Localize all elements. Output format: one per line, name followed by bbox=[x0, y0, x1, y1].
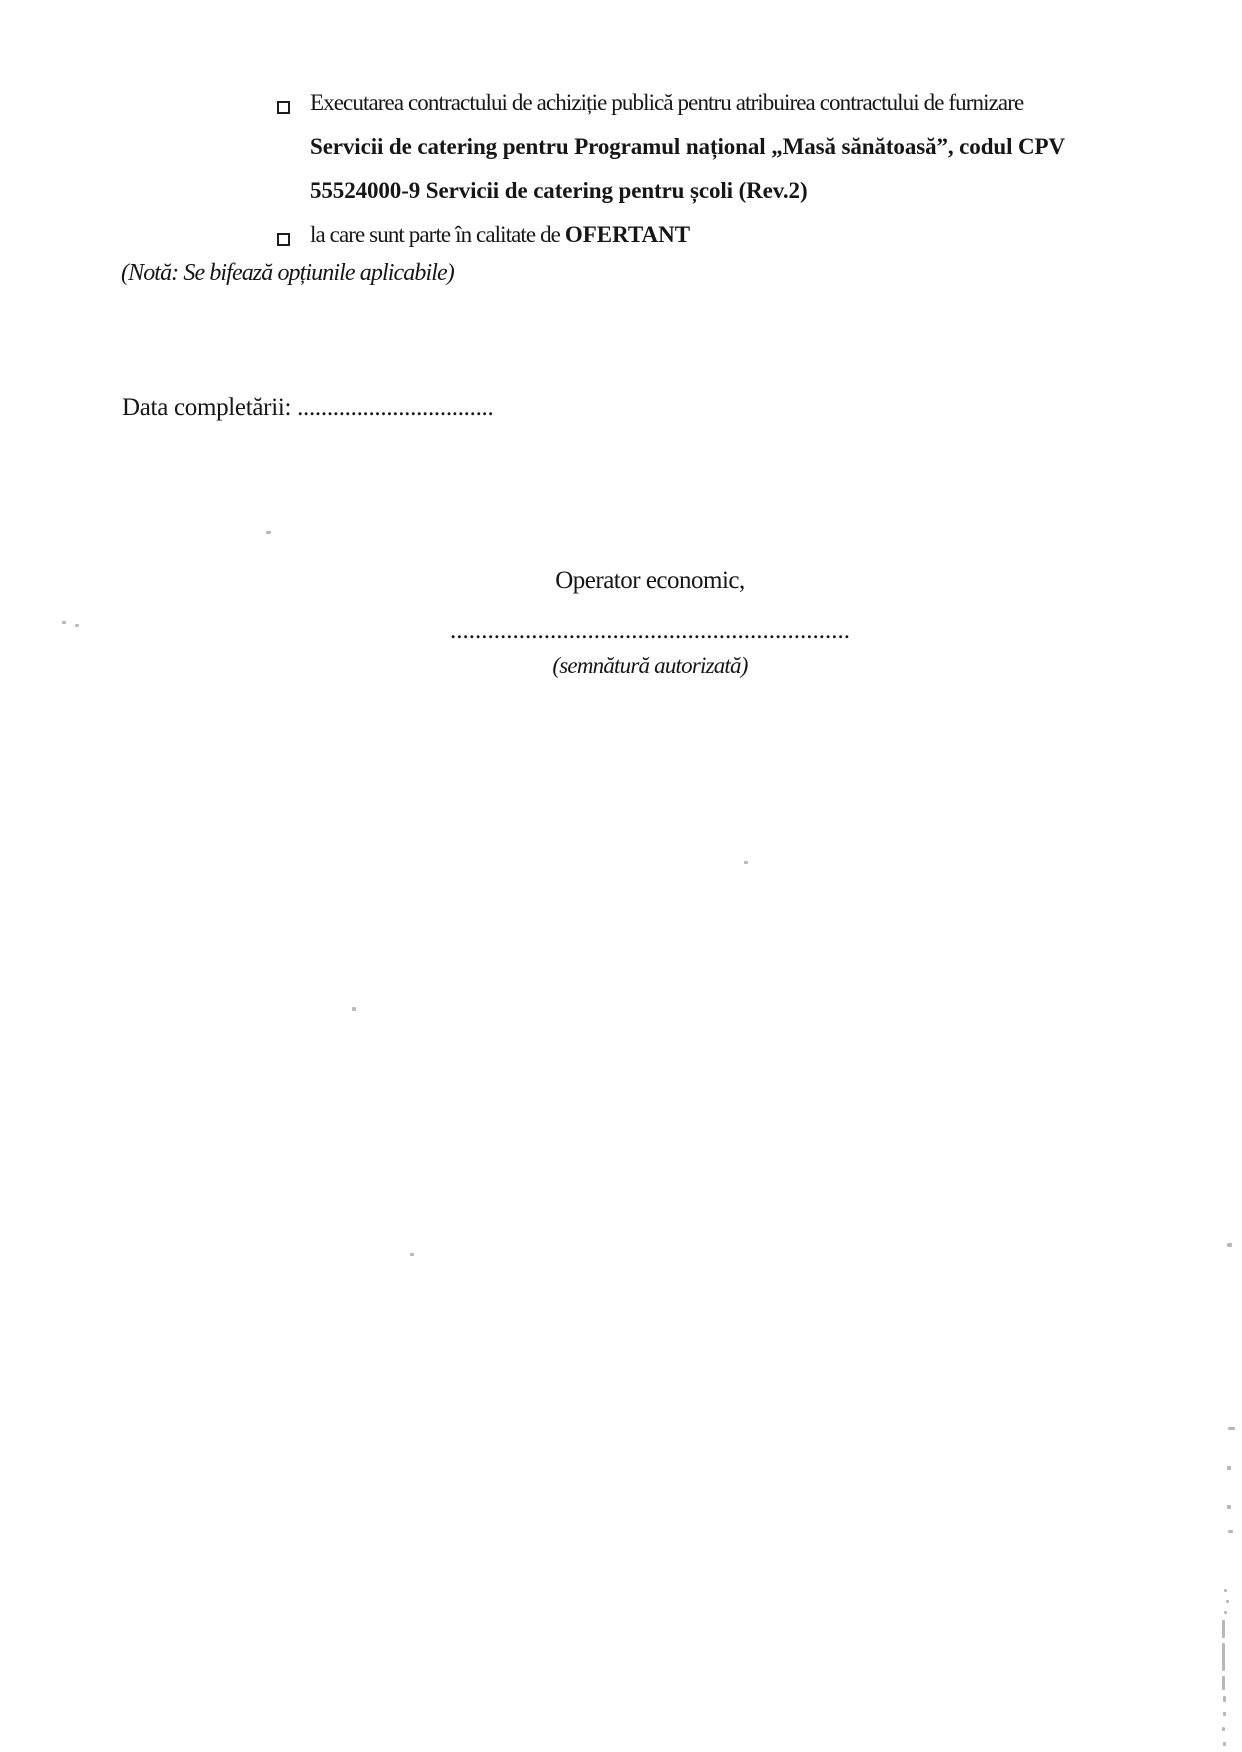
signature-title: Operator economic, bbox=[555, 567, 745, 594]
date-completion-line: Data completării: ................................. bbox=[122, 394, 494, 421]
scan-speckle bbox=[75, 624, 79, 627]
scan-speckle bbox=[62, 621, 66, 624]
scan-speckle bbox=[1224, 1611, 1227, 1614]
scan-speckle bbox=[1222, 1643, 1225, 1671]
bullet2-line bbox=[310, 222, 690, 248]
scan-speckle bbox=[1228, 1427, 1235, 1430]
scan-speckle bbox=[1224, 1589, 1227, 1592]
bullet1-line2: Servicii de catering pentru Programul național „Masă sănătoasă”, codul CPV bbox=[310, 134, 1065, 159]
scan-speckle bbox=[1228, 1530, 1233, 1533]
signature-dotted-line: ................................................................ bbox=[450, 617, 850, 644]
scan-speckle bbox=[1227, 1243, 1232, 1247]
scan-speckle bbox=[1222, 1727, 1225, 1731]
scan-speckle bbox=[1227, 1505, 1231, 1509]
note-text: (Notă: Se bifează opțiunile aplicabile) bbox=[121, 260, 454, 286]
scan-speckle bbox=[266, 531, 271, 534]
scan-speckle bbox=[1222, 1676, 1225, 1690]
signature-caption: (semnătură autorizată) bbox=[552, 653, 748, 678]
checkbox-icon bbox=[277, 233, 290, 246]
bullet1-line1: Executarea contractului de achiziție publică pentru atribuirea contractului de furnizare bbox=[310, 90, 1024, 115]
role-label: OFERTANT bbox=[564, 222, 691, 247]
scan-speckle bbox=[1222, 1620, 1225, 1638]
checkbox-icon bbox=[277, 101, 290, 114]
bullet1-line3: 55524000-9 Servicii de catering pentru școli (Rev.2) bbox=[310, 178, 808, 203]
scan-speckle bbox=[410, 1253, 414, 1256]
scan-speckle bbox=[1223, 1742, 1226, 1746]
scan-speckle bbox=[1227, 1466, 1231, 1470]
scan-speckle bbox=[1223, 1712, 1226, 1716]
scan-speckle bbox=[1223, 1696, 1226, 1702]
bullet2-text: la care sunt parte în calitate de bbox=[310, 222, 565, 247]
scan-speckle bbox=[744, 861, 748, 864]
scan-speckle bbox=[1226, 1600, 1229, 1603]
scan-speckle bbox=[352, 1007, 356, 1011]
